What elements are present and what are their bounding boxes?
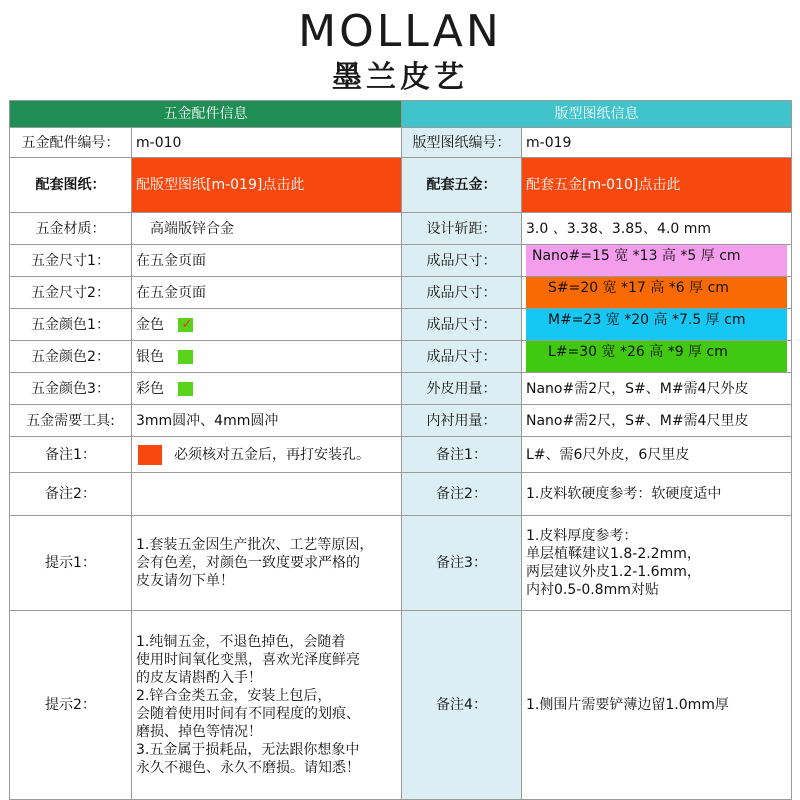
hardware-color1-cell bbox=[132, 309, 402, 341]
table-row bbox=[10, 405, 792, 437]
pattern-note2-value: 1.皮料软硬度参考：软硬度适中 bbox=[522, 473, 792, 516]
hardware-note1-label: 备注1： bbox=[10, 437, 132, 473]
hardware-size1-label: 五金尺寸1： bbox=[10, 245, 132, 277]
hardware-color2-label: 五金颜色2： bbox=[10, 341, 132, 373]
matching-hardware-link[interactable]: 配套五金[m-010]点击此 bbox=[522, 158, 792, 213]
hardware-note2-value bbox=[132, 473, 402, 516]
hardware-color1-label: 五金颜色1： bbox=[10, 309, 132, 341]
size-nano-cell bbox=[522, 245, 792, 277]
warning-swatch bbox=[138, 445, 162, 465]
size-m-cell bbox=[522, 309, 792, 341]
pattern-note3-label: 备注3： bbox=[402, 516, 522, 611]
material-label: 五金材质： bbox=[10, 213, 132, 245]
size-nano-value: Nano#=15 宽 *13 高 *5 厚 cm bbox=[526, 245, 787, 276]
hardware-info-header: 五金配件信息 bbox=[10, 101, 402, 128]
tip1-value: 1.套装五金因生产批次、工艺等原因， 会有色差，对颜色一致度要求严格的 皮友请勿下单！ bbox=[132, 516, 402, 611]
matching-hardware-label: 配套五金： bbox=[402, 158, 522, 213]
lining-leather-label: 内衬用量： bbox=[402, 405, 522, 437]
outer-leather-label: 外皮用量： bbox=[402, 373, 522, 405]
tip2-label: 提示2： bbox=[10, 611, 132, 800]
hardware-color3-label: 五金颜色3： bbox=[10, 373, 132, 405]
pattern-code-value: m-019 bbox=[522, 128, 792, 158]
brand-subtitle: 墨兰皮艺 bbox=[332, 60, 468, 95]
color-swatch bbox=[178, 382, 193, 396]
section-header-row bbox=[10, 101, 792, 128]
hardware-color2-cell bbox=[132, 341, 402, 373]
matching-pattern-label: 配套图纸： bbox=[10, 158, 132, 213]
table-row bbox=[10, 341, 792, 373]
size-s-value: S#=20 宽 *17 高 *6 厚 cm bbox=[526, 277, 787, 308]
hardware-note2-label: 备注2： bbox=[10, 473, 132, 516]
size-s-label: 成品尺寸： bbox=[402, 277, 522, 309]
pattern-note4-value: 1.侧围片需要铲薄边留1.0mm厚 bbox=[522, 611, 792, 800]
checkmark-icon: ✓ bbox=[181, 316, 193, 332]
brand-header bbox=[0, 0, 800, 100]
tip1-label: 提示1： bbox=[10, 516, 132, 611]
stitch-spacing-value: 3.0 、3.38、3.85、4.0 mm bbox=[522, 213, 792, 245]
table-row bbox=[10, 158, 792, 213]
hardware-code-value: m-010 bbox=[132, 128, 402, 158]
hardware-size2-value: 在五金页面 bbox=[132, 277, 402, 309]
size-l-label: 成品尺寸： bbox=[402, 341, 522, 373]
material-value: 高端版锌合金 bbox=[132, 213, 402, 245]
tools-label: 五金需要工具: bbox=[10, 405, 132, 437]
size-l-value: L#=30 宽 *26 高 *9 厚 cm bbox=[526, 341, 787, 372]
size-l-cell bbox=[522, 341, 792, 373]
lining-leather-value: Nano#需2尺，S#、M#需4尺里皮 bbox=[522, 405, 792, 437]
brand-logo: MOLLAN bbox=[298, 6, 502, 57]
spec-table bbox=[9, 100, 792, 800]
pattern-note1-label: 备注1： bbox=[402, 437, 522, 473]
size-s-cell bbox=[522, 277, 792, 309]
table-row bbox=[10, 437, 792, 473]
outer-leather-value: Nano#需2尺，S#、M#需4尺外皮 bbox=[522, 373, 792, 405]
hardware-color1-value: 金色 bbox=[136, 316, 164, 333]
table-row bbox=[10, 277, 792, 309]
hardware-note1-cell bbox=[132, 437, 402, 473]
table-row bbox=[10, 213, 792, 245]
hardware-color3-cell bbox=[132, 373, 402, 405]
color-swatch bbox=[178, 350, 193, 364]
table-row bbox=[10, 373, 792, 405]
pattern-info-header: 版型图纸信息 bbox=[402, 101, 792, 128]
tools-value: 3mm圆冲、4mm圆冲 bbox=[132, 405, 402, 437]
table-row bbox=[10, 245, 792, 277]
pattern-code-label: 版型图纸编号： bbox=[402, 128, 522, 158]
hardware-note1-value: 必须核对五金后，再打安装孔。 bbox=[174, 446, 370, 463]
pattern-note2-label: 备注2： bbox=[402, 473, 522, 516]
pattern-note4-label: 备注4： bbox=[402, 611, 522, 800]
size-m-label: 成品尺寸： bbox=[402, 309, 522, 341]
hardware-size2-label: 五金尺寸2： bbox=[10, 277, 132, 309]
table-row bbox=[10, 516, 792, 611]
hardware-color2-value: 银色 bbox=[136, 348, 164, 365]
matching-pattern-link[interactable]: 配版型图纸[m-019]点击此 bbox=[132, 158, 402, 213]
table-row bbox=[10, 309, 792, 341]
hardware-size1-value: 在五金页面 bbox=[132, 245, 402, 277]
pattern-note1-value: L#、需6尺外皮，6尺里皮 bbox=[522, 437, 792, 473]
hardware-color3-value: 彩色 bbox=[136, 380, 164, 397]
stitch-spacing-label: 设计斩距： bbox=[402, 213, 522, 245]
size-m-value: M#=23 宽 *20 高 *7.5 厚 cm bbox=[526, 309, 787, 340]
table-row bbox=[10, 128, 792, 158]
table-row bbox=[10, 473, 792, 516]
size-nano-label: 成品尺寸： bbox=[402, 245, 522, 277]
hardware-code-label: 五金配件编号： bbox=[10, 128, 132, 158]
pattern-note3-value: 1.皮料厚度参考： 单层植鞣建议1.8-2.2mm， 两层建议外皮1.2-1.6mm， 内衬0.5-0.8mm对贴 bbox=[522, 516, 792, 611]
tip2-value: 1.纯铜五金，不退色掉色，会随着 使用时间氧化变黑，喜欢光泽度鲜亮 的皮友请斟酌入手！ 2.锌合金类五金，安装上包后， 会随着使用时间有不同程度的划痕、 磨损、掉色等情况！ 3.五金属于损耗品，无法跟你想象中 永久不褪色、永久不磨损。请知悉！ bbox=[132, 611, 402, 800]
table-row bbox=[10, 611, 792, 800]
